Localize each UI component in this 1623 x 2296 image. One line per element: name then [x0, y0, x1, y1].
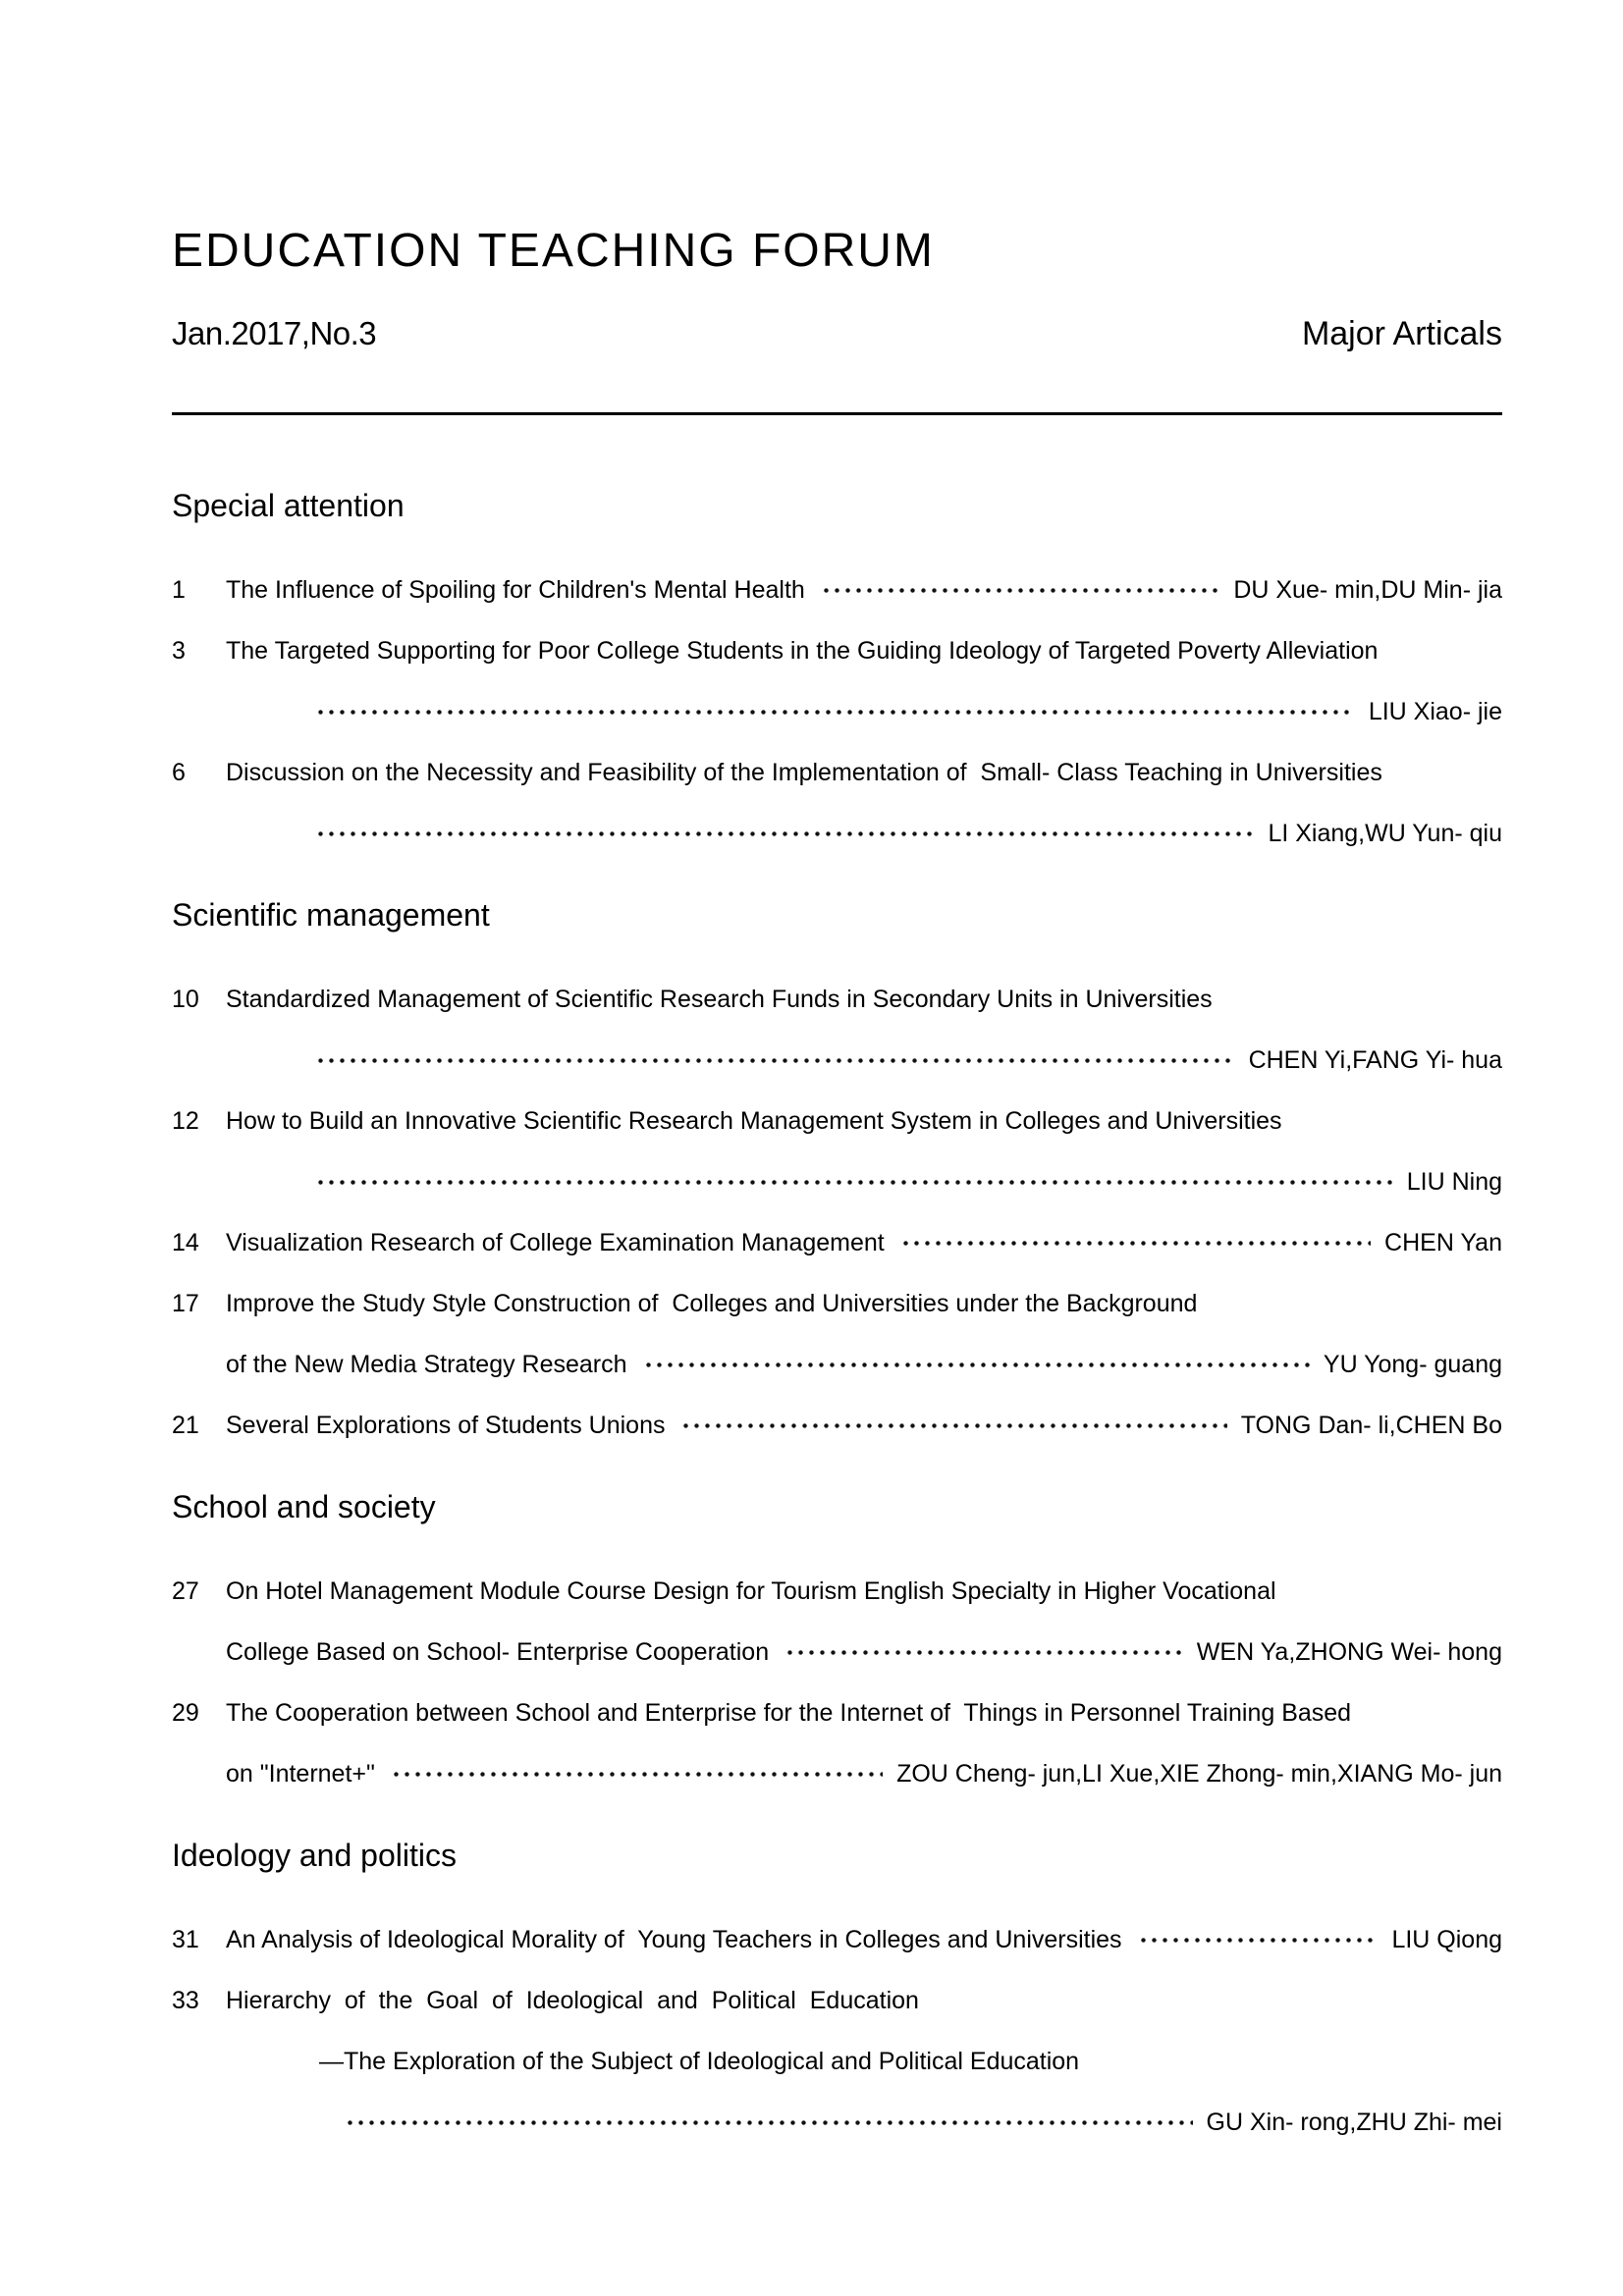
entry-authors: CHEN Yi,FANG Yi- hua	[1248, 1045, 1502, 1074]
entry-title: An Analysis of Ideological Morality of Young Teachers in Colleges and Universities	[226, 1925, 1122, 1953]
page-number: 17	[172, 1289, 199, 1317]
page-header	[172, 224, 1502, 415]
toc-line	[172, 1030, 1502, 1091]
section-heading: School and society	[172, 1489, 436, 1524]
table-of-contents	[172, 488, 1502, 2153]
entry-title: on "Internet+"	[226, 1759, 375, 1788]
toc-section	[172, 488, 1502, 864]
toc-line	[172, 1212, 1502, 1273]
entry-title: Discussion on the Necessity and Feasibility of the Implementation of Small- Class Teaching in Universities	[226, 758, 1382, 786]
dot-leader-icon	[313, 1151, 1393, 1212]
entry-title: The Cooperation between School and Enterprise for the Internet of Things in Personnel Training Based	[226, 1698, 1352, 1727]
toc-line	[172, 1395, 1502, 1456]
toc-section	[172, 1838, 1502, 2153]
entry-authors: CHEN Yan	[1384, 1228, 1502, 1256]
entry-authors: WEN Ya,ZHONG Wei- hong	[1196, 1637, 1502, 1666]
dot-leader-icon	[783, 1622, 1183, 1682]
toc-line	[172, 1334, 1502, 1395]
issue-row	[172, 315, 1502, 353]
page-number: 29	[172, 1698, 199, 1727]
entry-title: How to Build an Innovative Scientific Research Management System in Colleges and Universities	[226, 1106, 1282, 1135]
toc-line	[172, 2031, 1502, 2092]
toc-line	[172, 681, 1502, 742]
page-number: 27	[172, 1576, 199, 1605]
toc-line	[172, 2092, 1502, 2153]
toc-line	[172, 1970, 1502, 2031]
toc-line	[172, 742, 1502, 803]
dot-leader-icon	[898, 1212, 1371, 1273]
toc-line	[172, 1622, 1502, 1682]
journal-title: EDUCATION TEACHING FORUM	[172, 225, 935, 277]
entry-authors: YU Yong- guang	[1323, 1350, 1502, 1378]
toc-line	[172, 620, 1502, 681]
page-number: 14	[172, 1228, 199, 1256]
entry-title: The Influence of Spoiling for Children's Mental Health	[226, 575, 805, 604]
entry-authors: DU Xue- min,DU Min- jia	[1233, 575, 1502, 604]
page-number: 3	[172, 636, 186, 665]
toc-line	[172, 1743, 1502, 1804]
dot-leader-icon	[678, 1395, 1226, 1456]
section-heading: Ideology and politics	[172, 1838, 457, 1873]
dot-leader-icon	[343, 2092, 1193, 2153]
entry-authors: LIU Ning	[1406, 1167, 1502, 1196]
dot-leader-icon	[313, 1030, 1235, 1091]
toc-line	[172, 1091, 1502, 1151]
entry-title: The Targeted Supporting for Poor College Students in the Guiding Ideology of Targeted Poverty Alleviation	[226, 636, 1379, 665]
page-number: 6	[172, 758, 186, 786]
toc-line	[172, 1151, 1502, 1212]
toc-line	[172, 1909, 1502, 1970]
entry-authors: LIU Qiong	[1391, 1925, 1502, 1953]
toc-line	[172, 1273, 1502, 1334]
dot-leader-icon	[389, 1743, 883, 1804]
entry-title: Standardized Management of Scientific Research Funds in Secondary Units in Universities	[226, 985, 1213, 1013]
page-number: 10	[172, 985, 199, 1013]
toc-line	[172, 1682, 1502, 1743]
entry-title: College Based on School- Enterprise Cooperation	[226, 1637, 770, 1666]
entry-title: of the New Media Strategy Research	[226, 1350, 627, 1378]
entry-title: Improve the Study Style Construction of Colleges and Universities under the Background	[226, 1289, 1198, 1317]
entry-authors: ZOU Cheng- jun,LI Xue,XIE Zhong- min,XIANG Mo- jun	[896, 1759, 1502, 1788]
dot-leader-icon	[641, 1334, 1310, 1395]
toc-line	[172, 560, 1502, 620]
page-number: 1	[172, 575, 186, 604]
entry-authors: LI Xiang,WU Yun- qiu	[1268, 819, 1502, 847]
page-number: 21	[172, 1411, 199, 1439]
entry-title: On Hotel Management Module Course Design for Tourism English Specialty in Higher Vocational	[226, 1576, 1276, 1605]
entry-title: Visualization Research of College Examination Management	[226, 1228, 885, 1256]
header-divider	[172, 412, 1502, 415]
major-articals-label: Major Articals	[1301, 315, 1502, 352]
toc-line	[172, 1561, 1502, 1622]
toc-section	[172, 897, 1502, 1456]
toc-line	[172, 803, 1502, 864]
entry-authors: TONG Dan- li,CHEN Bo	[1240, 1411, 1502, 1439]
dot-leader-icon	[1136, 1909, 1379, 1970]
section-heading: Special attention	[172, 488, 405, 523]
entry-title: Hierarchy of the Goal of Ideological and Political Education	[226, 1986, 919, 2014]
entry-title: Several Explorations of Students Unions	[226, 1411, 666, 1439]
dot-leader-icon	[313, 803, 1254, 864]
section-heading: Scientific management	[172, 897, 490, 933]
page-number: 12	[172, 1106, 199, 1135]
toc-line	[172, 969, 1502, 1030]
dot-leader-icon	[819, 560, 1220, 620]
dot-leader-icon	[313, 681, 1355, 742]
issue-info: Jan.2017,No.3	[172, 315, 377, 351]
page-number: 33	[172, 1986, 199, 2014]
entry-title: —The Exploration of the Subject of Ideological and Political Education	[319, 2047, 1080, 2075]
page-number: 31	[172, 1925, 199, 1953]
entry-authors: LIU Xiao- jie	[1368, 697, 1502, 725]
toc-section	[172, 1489, 1502, 1804]
entry-authors: GU Xin- rong,ZHU Zhi- mei	[1206, 2108, 1502, 2136]
